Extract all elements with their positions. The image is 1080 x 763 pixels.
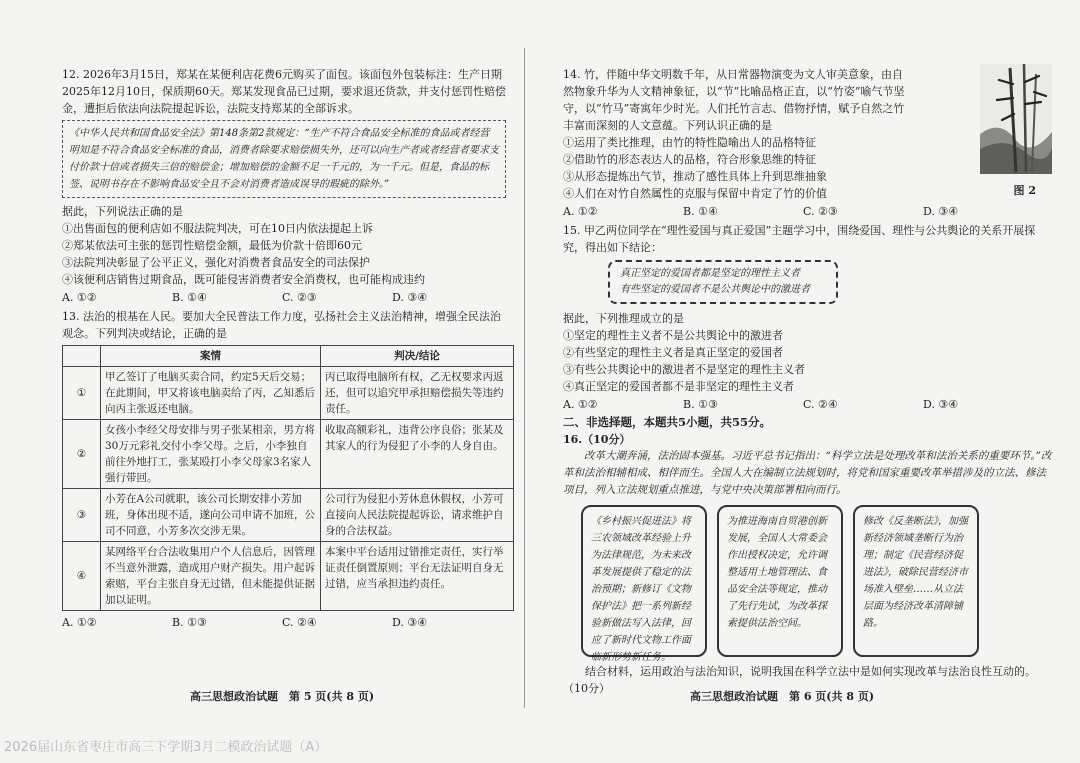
bamboo-figure-image <box>980 64 1052 174</box>
q14-option-3: ③从形态提炼出气节，推动了感性具体上升到思维抽象 <box>563 170 827 183</box>
table-row <box>63 367 514 420</box>
q15-choice-a: A. ①② <box>563 398 598 411</box>
q12-stem: 12. 2026年3月15日，郑某在某便利店花费6元购买了面包。该面包外包装标注：生产日期2025年12月10日，保质期60天。郑某发现食品已过期，要求退还货款，并支付惩罚性赔偿金，遭拒后依法向法院提起诉讼，法院支持郑某的全部诉求。 <box>62 68 506 115</box>
q13-choice-c: C. ②④ <box>282 616 317 629</box>
q14-option-4: ④人们在对竹自然属性的克服与保留中肯定了竹的价值 <box>563 187 827 200</box>
q13-choice-a: A. ①② <box>62 616 97 629</box>
q16-title: 16.（10分） <box>563 433 631 446</box>
right-page-footer: 高三思想政治试题 第 6 页(共 8 页) <box>690 690 875 703</box>
q12-option-1: ①出售面包的便利店如不服法院判决，可在10日内依法提起上诉 <box>62 222 373 235</box>
q13-choice-b: B. ①③ <box>172 616 207 629</box>
q15-stem: 15. 甲乙两位同学在“理性爱国与真正爱国”主题学习中，围绕爱国、理性与公共舆论的关系开展探究，得出如下结论： <box>563 224 1036 254</box>
q14-option-1: ①运用了类比推理，由竹的特性隐喻出人的品格特征 <box>563 136 816 149</box>
q15-choices <box>563 396 1052 413</box>
table-row <box>63 489 514 542</box>
figure-2-caption: 图 2 <box>1013 184 1036 197</box>
q12-option-4: ④该便利店销售过期食品，既可能侵害消费者安全消费权，也可能构成违约 <box>62 273 425 286</box>
q14-choice-a: A. ①② <box>563 205 598 218</box>
table-row <box>63 420 514 489</box>
q15-option-3: ③有些公共舆论中的激进者不是坚定的理性主义者 <box>563 363 805 376</box>
q15-conclusion-1: 真正坚定的爱国者都是坚定的理性主义者 <box>620 268 800 279</box>
row-number: ② <box>63 420 101 489</box>
q14-stem: 14. 竹，伴随中华文明数千年，从日常器物演变为文人审美意象，由自然物象升华为人文精神象征，以“节”比喻品格正直，以“竹姿”喻气节坚守，以“竹马”寄寓年少时光。人们托竹言志、借物抒情，赋予自然之竹丰富而深刻的人文意蕴。下列认识正确的是 <box>563 68 905 132</box>
q15-choice-c: C. ②④ <box>803 398 838 411</box>
q13-choice-d: D. ③④ <box>392 616 428 629</box>
q14-option-2: ②借助竹的形态表达人的品格，符合形象思维的特征 <box>563 153 816 166</box>
table-header-row <box>63 346 514 367</box>
row-number: ③ <box>63 489 101 542</box>
q15-prompt: 据此，下列推理成立的是 <box>563 312 684 325</box>
q16-intro: 改革大潮奔涌，法治固本强基。习近平总书记指出：“科学立法是处理改革和法治关系的重要环节。”改革和法治相辅相成、相伴而生。全国人大在编制立法规划时，将党和国家重要改革举措涉及的立法、修法项目，列入立法规划重点推进，与党中央决策部署相向而行。 <box>563 450 1052 496</box>
row-verdict: 本案中平台适用过错推定责任，实行举证责任倒置原则；平台无法证明自身无过错，应当承担违约责任。 <box>321 542 514 611</box>
row-verdict: 公司行为侵犯小芳休息休假权，小芳可直接向人民法院提起诉讼，请求维护自身的合法权益。 <box>321 489 514 542</box>
row-case: 女孩小李经父母安排与男子张某相亲，男方将30万元彩礼交付小李父母。之后，小李独自前往外地打工，张某殴打小李父母家3名家人强行带回。 <box>101 420 321 489</box>
q15-choice-d: D. ③④ <box>923 398 959 411</box>
q12-law-quote: 《中华人民共和国食品安全法》第148条第2款规定：“生产不符合食品安全标准的食品或者经营明知是不符合食品安全标准的食品，消费者除要求赔偿损失外，还可以向生产者或者经营者要求支付价款十倍或者损失三倍的赔偿金；增加赔偿的金额不足一千元的，为一千元。但是，食品的标签、说明书存在不影响食品安全且不会对消费者造成误导的瑕疵的除外。” <box>62 120 506 198</box>
q12-option-3: ③法院判决彰显了公平正义，强化对消费者食品安全的司法保护 <box>62 256 370 269</box>
q16-material-box-3: 修改《反垄断法》，加强新经济领域垄断行为治理；制定《民营经济促进法》，破除民营经济市场准入壁垒……从立法层面为经济改革清障铺路。 <box>853 505 979 657</box>
q16-material-box-2: 为推进海南自贸港创新发展，全国人大常委会作出授权决定，允许调整适用土地管理法、食品安全法等规定，推动了先行先试，为改革探索提供法治空间。 <box>717 505 843 657</box>
q15-option-2: ②有些坚定的理性主义者是真正坚定的爱国者 <box>563 346 783 359</box>
q14-choices <box>563 203 1043 220</box>
q15-conclusion-2: 有些坚定的爱国者不是公共舆论中的激进者 <box>620 284 810 295</box>
question-14 <box>563 66 913 202</box>
header-verdict: 判决/结论 <box>321 346 514 367</box>
question-13 <box>62 308 506 631</box>
row-case: 甲乙签订了电脑买卖合同，约定5天后交易；在此期间，甲又将该电脑卖给了丙，乙知悉后向丙主张返还电脑。 <box>101 367 321 420</box>
q12-choice-a: A. ①② <box>62 291 97 304</box>
q15-option-1: ①坚定的理性主义者不是公共舆论中的激进者 <box>563 329 783 342</box>
q14-choice-c: C. ②③ <box>803 205 838 218</box>
left-page-footer: 高三思想政治试题 第 5 页(共 8 页) <box>190 690 375 703</box>
q12-option-2: ②郑某依法可主张的惩罚性赔偿金额，最低为价款十倍即60元 <box>62 239 362 252</box>
q15-choice-b: B. ①③ <box>683 398 718 411</box>
row-number: ① <box>63 367 101 420</box>
q15-conclusion-box <box>608 260 838 304</box>
q16-material-box-1: 《乡村振兴促进法》将三农领域改革经验上升为法律规范，为未来改革发展提供了稳定的法治预期；新修订《文物保护法》把一系列新经验新做法写入法律，回应了新时代文物工作面临新形势新任务。 <box>581 505 707 657</box>
row-number: ④ <box>63 542 101 611</box>
q13-stem: 13. 法治的根基在人民。要加大全民普法工作力度，弘扬社会主义法治精神，增强全民法治观念。下列判决或结论，正确的是 <box>62 310 501 340</box>
row-verdict: 丙已取得电脑所有权，乙无权要求丙返还，但可以追究甲承担赔偿损失等违约责任。 <box>321 367 514 420</box>
q16-material-boxes <box>581 505 1052 663</box>
q12-choices <box>62 289 506 306</box>
source-watermark: 2026届山东省枣庄市高三下学期3月二模政治试题（A） <box>4 740 328 755</box>
row-case: 某网络平台合法收集用户个人信息后，因管理不当意外泄露，造成用户财产损失。用户起诉索赔，平台主张自身无过错，但未能提供证据加以证明。 <box>101 542 321 611</box>
q12-choice-c: C. ②③ <box>282 291 317 304</box>
q16-question: 结合材料，运用政治与法治知识，说明我国在科学立法中是如何实现改革与法治良性互动的。（10分） <box>563 665 1036 695</box>
row-verdict: 收取高额彩礼，违背公序良俗；张某及其家人的行为侵犯了小李的人身自由。 <box>321 420 514 489</box>
left-page <box>0 0 520 763</box>
q13-choices <box>62 614 506 631</box>
q12-choice-b: B. ①④ <box>172 291 207 304</box>
q12-choice-d: D. ③④ <box>392 291 428 304</box>
q13-case-table <box>62 345 514 611</box>
header-case: 案情 <box>101 346 321 367</box>
table-row <box>63 542 514 611</box>
section-2-heading: 二、非选择题，本题共5小题，共55分。 <box>563 415 772 429</box>
question-12 <box>62 66 506 306</box>
q14-choice-d: D. ③④ <box>923 205 959 218</box>
question-16 <box>563 431 1052 697</box>
page-divider <box>524 48 525 708</box>
q15-option-4: ④真正坚定的爱国者都不是非坚定的理性主义者 <box>563 380 794 393</box>
q14-choice-b: B. ①④ <box>683 205 718 218</box>
row-case: 小芳在A公司就职，该公司长期安排小芳加班，身体出现不适，遂向公司申请不加班，公司不同意，小芳多次交涉无果。 <box>101 489 321 542</box>
question-15 <box>563 222 1052 413</box>
q12-prompt: 据此，下列说法正确的是 <box>62 205 183 218</box>
